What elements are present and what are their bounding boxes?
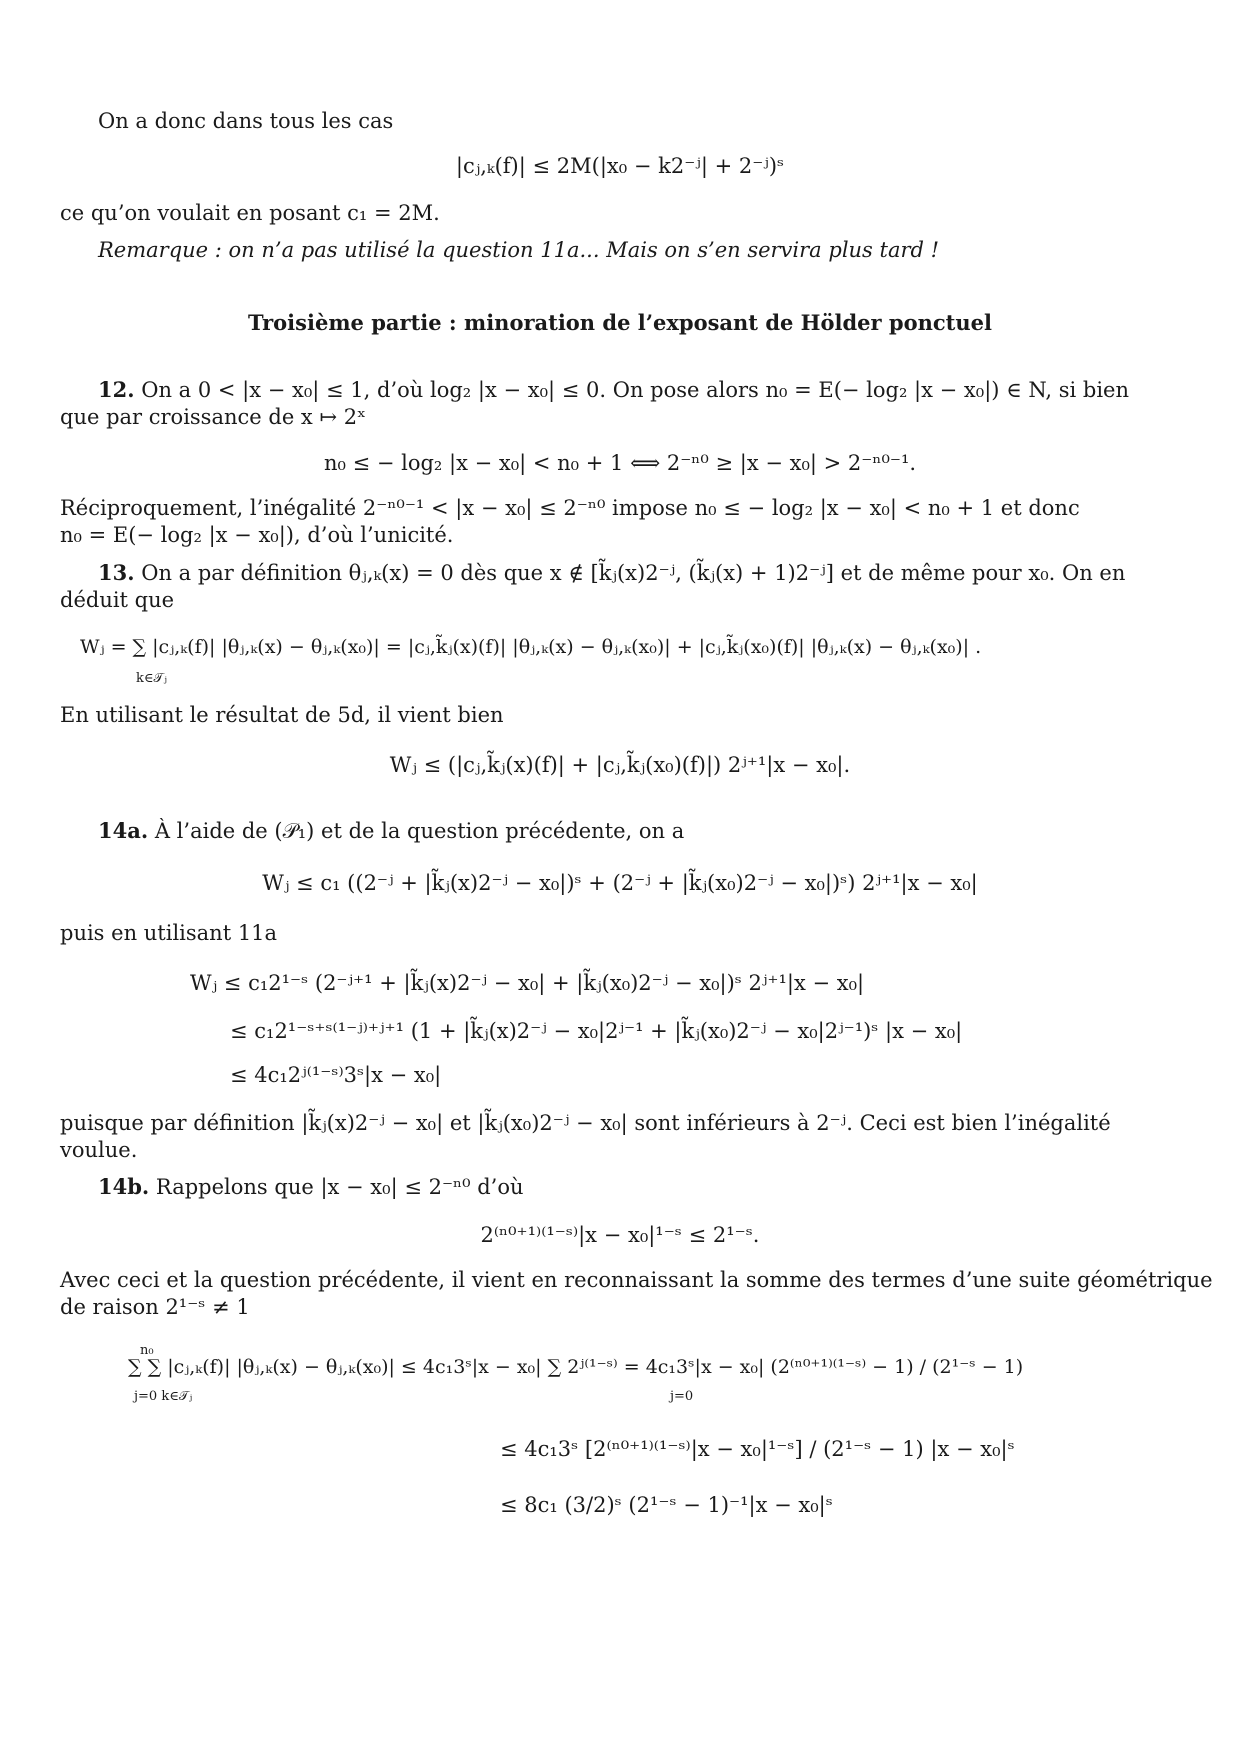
sum-superscript: n₀ (140, 1343, 154, 1358)
question-text: On a par définition θⱼ,ₖ(x) = 0 dès que x ∉ [k̃ⱼ(x)2⁻ʲ, (k̃ⱼ(x) + 1)2⁻ʲ] et de même pour x₀. On en (141, 561, 1126, 585)
question-number: 14b. (98, 1174, 150, 1199)
paragraph-line: En utilisant le résultat de 5d, il vient bien (60, 703, 504, 727)
display-equation: ≤ 4c₁3ˢ [2⁽ⁿ⁰⁺¹⁾⁽¹⁻ˢ⁾|x − x₀|¹⁻ˢ] / (2¹⁻ˢ − 1) |x − x₀|ˢ (500, 1437, 1015, 1461)
question-text: On a 0 < |x − x₀| ≤ 1, d’où log₂ |x − x₀| ≤ 0. On pose alors n₀ = E(− log₂ |x − x₀|) ∈ N, si bien (141, 378, 1130, 402)
display-equation: Wⱼ ≤ (|cⱼ,k̃ⱼ(x)(f)| + |cⱼ,k̃ⱼ(x₀)(f)|) 2ʲ⁺¹|x − x₀|. (389, 753, 851, 777)
paragraph-line: que par croissance de x ↦ 2ˣ (60, 405, 366, 429)
display-equation: 2⁽ⁿ⁰⁺¹⁾⁽¹⁻ˢ⁾|x − x₀|¹⁻ˢ ≤ 2¹⁻ˢ. (480, 1223, 760, 1247)
paragraph-line: déduit que (60, 588, 175, 612)
paragraph-line: Réciproquement, l’inégalité 2⁻ⁿ⁰⁻¹ < |x − x₀| ≤ 2⁻ⁿ⁰ impose n₀ ≤ − log₂ |x − x₀| < n₀ + 1 et donc (60, 496, 1080, 520)
question-number: 13. (98, 560, 135, 585)
paragraph-line: puis en utilisant 11a (60, 921, 278, 945)
question-13-line (60, 558, 1218, 588)
display-equation: n₀ ≤ − log₂ |x − x₀| < n₀ + 1 ⟺ 2⁻ⁿ⁰ ≥ |x − x₀| > 2⁻ⁿ⁰⁻¹. (323, 451, 917, 475)
paragraph-line: On a donc dans tous les cas (98, 109, 394, 133)
paragraph-line: voulue. (60, 1138, 138, 1162)
question-14b-line (60, 1172, 1218, 1202)
question-text: Rappelons que |x − x₀| ≤ 2⁻ⁿ⁰ d’où (155, 1175, 524, 1199)
question-12-line (60, 375, 1218, 405)
section-heading: Troisième partie : minoration de l’exposant de Hölder ponctuel (248, 310, 992, 335)
paragraph-line: ce qu’on voulait en posant c₁ = 2M. (60, 201, 440, 225)
paragraph-line: n₀ = E(− log₂ |x − x₀|), d’où l’unicité. (60, 523, 454, 547)
sum-subscript: j=0 k∈𝒯ⱼ (134, 1389, 193, 1404)
question-14a-line (60, 816, 1218, 846)
sum-subscript: k∈𝒯ⱼ (136, 671, 167, 686)
paragraph-line: de raison 2¹⁻ˢ ≠ 1 (60, 1295, 250, 1319)
remark-line: Remarque : on n’a pas utilisé la question 11a... Mais on s’en servira plus tard ! (98, 238, 940, 262)
paragraph-line: puisque par définition |k̃ⱼ(x)2⁻ʲ − x₀| et |k̃ⱼ(x₀)2⁻ʲ − x₀| sont inférieurs à 2⁻ʲ. Ceci est bien l’inégalité (60, 1111, 1111, 1135)
display-equation: |cⱼ,ₖ(f)| ≤ 2M(|x₀ − k2⁻ʲ| + 2⁻ʲ)ˢ (455, 154, 785, 178)
question-number: 12. (98, 377, 135, 402)
display-equation: ≤ 8c₁ (3/2)ˢ (2¹⁻ˢ − 1)⁻¹|x − x₀|ˢ (500, 1493, 833, 1517)
paragraph-line: Avec ceci et la question précédente, il vient en reconnaissant la somme des termes d’une suite géométrique (60, 1268, 1213, 1292)
display-equation: Wⱼ ≤ c₁2¹⁻ˢ (2⁻ʲ⁺¹ + |k̃ⱼ(x)2⁻ʲ − x₀| + |k̃ⱼ(x₀)2⁻ʲ − x₀|)ˢ 2ʲ⁺¹|x − x₀| (190, 971, 865, 995)
display-equation: ≤ 4c₁2ʲ⁽¹⁻ˢ⁾3ˢ|x − x₀| (230, 1063, 442, 1087)
display-equation: ∑ ∑ |cⱼ,ₖ(f)| |θⱼ,ₖ(x) − θⱼ,ₖ(x₀)| ≤ 4c₁3ˢ|x − x₀| ∑ 2ʲ⁽¹⁻ˢ⁾ = 4c₁3ˢ|x − x₀| (2⁽ⁿ⁰⁺¹⁾⁽¹⁻ˢ⁾ − 1) / (2¹⁻ˢ − 1) (128, 1356, 1024, 1378)
question-text: À l’aide de (𝒫₁) et de la question précédente, on a (154, 819, 685, 843)
sum-subscript: j=0 (670, 1389, 694, 1404)
display-equation: Wⱼ ≤ c₁ ((2⁻ʲ + |k̃ⱼ(x)2⁻ʲ − x₀|)ˢ + (2⁻ʲ + |k̃ⱼ(x₀)2⁻ʲ − x₀|)ˢ) 2ʲ⁺¹|x − x₀| (262, 871, 978, 895)
question-number: 14a. (98, 818, 149, 843)
display-equation: Wⱼ = ∑ |cⱼ,ₖ(f)| |θⱼ,ₖ(x) − θⱼ,ₖ(x₀)| = |cⱼ,k̃ⱼ(x)(f)| |θⱼ,ₖ(x) − θⱼ,ₖ(x₀)| + |cⱼ,k̃ⱼ(x₀)(f)| |θⱼ,ₖ(x) − θⱼ,ₖ(x₀)| . (80, 636, 982, 658)
display-equation: ≤ c₁2¹⁻ˢ⁺ˢ⁽¹⁻ʲ⁾⁺ʲ⁺¹ (1 + |k̃ⱼ(x)2⁻ʲ − x₀|2ʲ⁻¹ + |k̃ⱼ(x₀)2⁻ʲ − x₀|2ʲ⁻¹)ˢ |x − x₀| (230, 1019, 963, 1043)
